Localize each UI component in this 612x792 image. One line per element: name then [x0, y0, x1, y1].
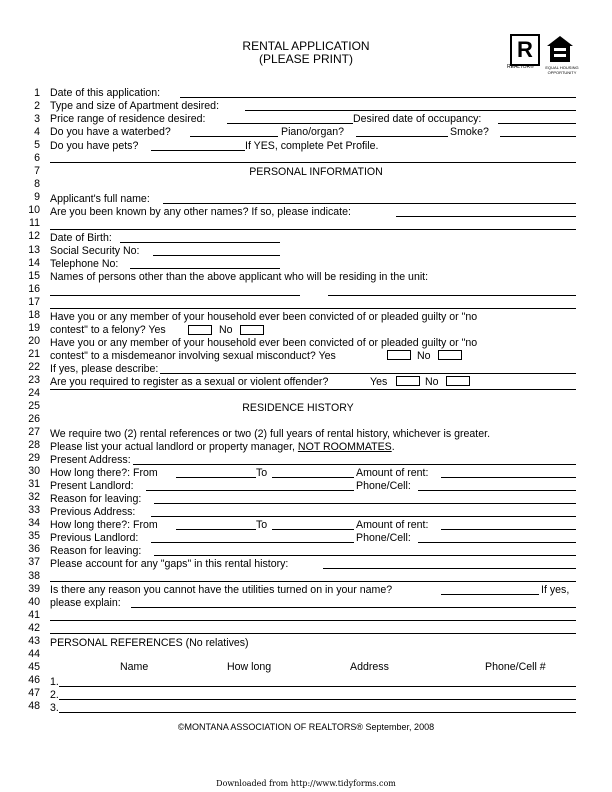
gaps-field[interactable] [323, 568, 576, 569]
line-number: 6 [34, 152, 40, 165]
pets-field[interactable] [151, 150, 245, 151]
full-name-field[interactable] [163, 203, 576, 204]
previous-address-label: Previous Address: [50, 506, 136, 518]
line-number: 48 [28, 699, 40, 712]
line-number: 26 [28, 413, 40, 425]
realtor-caption: REALTOR® [507, 64, 534, 70]
line-number: 36 [28, 543, 40, 556]
line-number: 11 [29, 217, 40, 230]
utilities-field[interactable] [441, 594, 539, 595]
line-number: 22 [28, 360, 40, 373]
line-number: 32 [28, 491, 40, 504]
present-landlord-field[interactable] [146, 490, 354, 491]
explain-label: please explain: [50, 597, 121, 609]
misdemeanor-question: Have you or any member of your household ever been convicted of or pleaded guilty or "no [50, 337, 478, 349]
present-rent-label: Amount of rent: [356, 467, 429, 479]
date-of-application-label: Date of this application: [50, 87, 161, 99]
piano-label: Piano/organ? [281, 126, 345, 138]
line-number: 17 [28, 295, 40, 308]
line-number: 24 [28, 386, 40, 399]
section-divider-2 [50, 389, 576, 390]
present-to-label: To [256, 467, 268, 479]
other-names-field-continued[interactable] [50, 229, 576, 230]
previous-rent-label: Amount of rent: [356, 519, 429, 531]
line-number: 38 [28, 569, 40, 582]
present-address-label: Present Address: [50, 454, 131, 466]
line-number: 12 [28, 230, 40, 243]
felony-question: Have you or any member of your household ever been convicted of or pleaded guilty or "no [50, 311, 478, 323]
line-number: 14 [28, 256, 40, 269]
line-number: 44 [28, 647, 40, 660]
felony-no-label: No [219, 324, 233, 336]
present-address-field[interactable] [133, 464, 576, 465]
smoke-field[interactable] [500, 136, 576, 137]
previous-address-field[interactable] [151, 516, 576, 517]
telephone-label: Telephone No: [50, 258, 119, 270]
gaps-label: Please account for any "gaps" in this rental history: [50, 558, 289, 570]
present-reason-label: Reason for leaving: [50, 493, 142, 505]
pets-label: Do you have pets? [50, 140, 139, 152]
line-number: 43 [28, 634, 40, 647]
line-number: 46 [28, 673, 40, 686]
price-range-field[interactable] [227, 123, 353, 124]
felony-question-cont: contest" to a felony? Yes [50, 324, 166, 336]
offender-no-label: No [425, 376, 439, 388]
reference-col-name: Name [120, 661, 149, 673]
reference-2-field[interactable] [59, 699, 576, 700]
occupancy-date-field[interactable] [498, 123, 576, 124]
line-number: 10 [28, 204, 40, 217]
section-divider [50, 162, 576, 163]
present-to-field[interactable] [272, 477, 354, 478]
misdemeanor-yes-checkbox[interactable] [387, 350, 411, 360]
landlord-instruction: Please list your actual landlord or property manager, NOT ROOMMATES. [50, 441, 395, 453]
occupancy-date-label: Desired date of occupancy: [353, 113, 482, 125]
previous-reason-field[interactable] [154, 555, 576, 556]
line-number: 45 [28, 660, 40, 673]
offender-no-checkbox[interactable] [446, 376, 470, 386]
ssn-field[interactable] [153, 255, 280, 256]
line-number: 5 [34, 139, 40, 152]
copyright-footer: ©MONTANA ASSOCIATION OF REALTORS® September, 2008 [177, 722, 435, 732]
previous-phone-field[interactable] [418, 542, 576, 543]
reference-3-field[interactable] [59, 712, 576, 713]
line-number: 4 [34, 126, 40, 139]
explain-field-3[interactable] [50, 633, 576, 634]
felony-no-checkbox[interactable] [240, 325, 264, 335]
present-phone-label: Phone/Cell: [356, 480, 411, 492]
line-number: 15 [28, 269, 40, 282]
describe-label: If yes, please describe: [50, 363, 159, 375]
misdemeanor-question-cont: contest" to a misdemeanor involving sexual misconduct? Yes [50, 350, 336, 362]
previous-reason-label: Reason for leaving: [50, 545, 142, 557]
reference-1-label: 1. [50, 676, 59, 688]
apartment-type-field[interactable] [245, 110, 576, 111]
previous-from-field[interactable] [176, 529, 256, 530]
felony-yes-checkbox[interactable] [188, 325, 212, 335]
page-subtitle: (PLEASE PRINT) [258, 52, 354, 66]
present-landlord-label: Present Landlord: [50, 480, 134, 492]
other-names-label: Are you been known by any other names? If so, please indicate: [50, 206, 351, 218]
offender-yes-label: Yes [370, 376, 388, 388]
download-source: Downloaded from http://www.tidyforms.com [216, 779, 396, 788]
line-number: 47 [28, 686, 40, 699]
present-phone-field[interactable] [418, 490, 576, 491]
other-resident-field-1[interactable] [50, 295, 300, 296]
line-number: 25 [28, 400, 40, 412]
reference-col-how-long: How long [227, 661, 272, 673]
line-number: 34 [28, 517, 40, 530]
reference-col-phone: Phone/Cell # [485, 661, 546, 673]
personal-information-heading: PERSONAL INFORMATION [249, 166, 383, 178]
realtor-logo: R [510, 34, 540, 66]
previous-landlord-field[interactable] [151, 542, 354, 543]
gaps-field-continued[interactable] [50, 581, 576, 582]
line-number: 23 [28, 373, 40, 386]
line-number: 39 [28, 582, 40, 595]
line-number: 30 [28, 465, 40, 478]
previous-to-label: To [256, 519, 268, 531]
offender-question: Are you required to register as a sexual or violent offender? [50, 376, 329, 388]
line-number: 1 [34, 87, 40, 99]
line-number: 8 [34, 178, 40, 191]
residence-history-heading: RESIDENCE HISTORY [242, 402, 354, 414]
line-number: 13 [28, 243, 40, 256]
equal-housing-caption: EQUAL HOUSING OPPORTUNITY [545, 65, 579, 75]
line-number: 33 [28, 504, 40, 517]
previous-rent-field[interactable] [441, 529, 576, 530]
line-number: 40 [28, 595, 40, 608]
personal-references-heading: PERSONAL REFERENCES (No relatives) [50, 637, 249, 649]
waterbed-label: Do you have a waterbed? [50, 126, 171, 138]
other-names-field[interactable] [396, 216, 576, 217]
date-of-birth-field[interactable] [120, 242, 280, 243]
offender-yes-checkbox[interactable] [396, 376, 420, 386]
previous-phone-label: Phone/Cell: [356, 532, 411, 544]
misdemeanor-no-label: No [417, 350, 431, 362]
present-from-field[interactable] [176, 477, 256, 478]
line-number: 41 [28, 608, 40, 621]
full-name-label: Applicant's full name: [50, 193, 150, 205]
present-how-long-label: How long there?: From [50, 467, 158, 479]
ssn-label: Social Security No: [50, 245, 140, 257]
apartment-type-label: Type and size of Apartment desired: [50, 100, 220, 112]
telephone-field[interactable] [130, 268, 280, 269]
line-number: 3 [34, 113, 40, 126]
utilities-question: Is there any reason you cannot have the utilities turned on in your name? [50, 584, 393, 596]
line-number: 9 [34, 191, 40, 204]
reference-col-address: Address [350, 661, 389, 673]
line-number: 20 [28, 334, 40, 347]
misdemeanor-no-checkbox[interactable] [438, 350, 462, 360]
smoke-label: Smoke? [450, 126, 489, 138]
line-number: 21 [28, 347, 40, 360]
explain-field[interactable] [131, 607, 576, 608]
previous-landlord-label: Previous Landlord: [50, 532, 139, 544]
line-number: 19 [28, 321, 40, 334]
page-title: RENTAL APPLICATION [242, 39, 370, 53]
rental-requirement-note: We require two (2) rental references or two (2) full years of rental history, whichever is greater. [50, 428, 491, 440]
equal-housing-icon [545, 34, 575, 64]
date-of-birth-label: Date of Birth: [50, 232, 112, 244]
line-number: 16 [28, 282, 40, 295]
line-number: 29 [28, 452, 40, 465]
explain-field-2[interactable] [50, 620, 576, 621]
line-number: 7 [34, 165, 40, 178]
reference-2-label: 2. [50, 689, 59, 701]
line-number: 18 [28, 308, 40, 321]
other-resident-field-3[interactable] [50, 308, 576, 309]
describe-field[interactable] [160, 373, 576, 374]
price-range-label: Price range of residence desired: [50, 113, 206, 125]
reference-3-label: 3. [50, 702, 59, 714]
present-reason-field[interactable] [154, 503, 576, 504]
line-number: 35 [28, 530, 40, 543]
reference-1-field[interactable] [59, 686, 576, 687]
piano-field[interactable] [356, 136, 448, 137]
other-resident-field-2[interactable] [328, 295, 576, 296]
line-number: 28 [28, 439, 40, 452]
pets-yes-note: If YES, complete Pet Profile. [245, 140, 379, 152]
date-of-application-field[interactable] [180, 97, 576, 98]
other-residents-label: Names of persons other than the above applicant who will be residing in the unit: [50, 271, 429, 283]
line-number: 31 [28, 478, 40, 491]
line-number: 42 [28, 621, 40, 634]
line-number: 27 [28, 426, 40, 438]
waterbed-field[interactable] [190, 136, 278, 137]
utilities-if-yes-label: If yes, [541, 584, 570, 596]
previous-how-long-label: How long there?: From [50, 519, 158, 531]
present-rent-field[interactable] [441, 477, 576, 478]
line-number: 2 [34, 100, 40, 112]
line-number: 37 [28, 556, 40, 569]
previous-to-field[interactable] [272, 529, 354, 530]
